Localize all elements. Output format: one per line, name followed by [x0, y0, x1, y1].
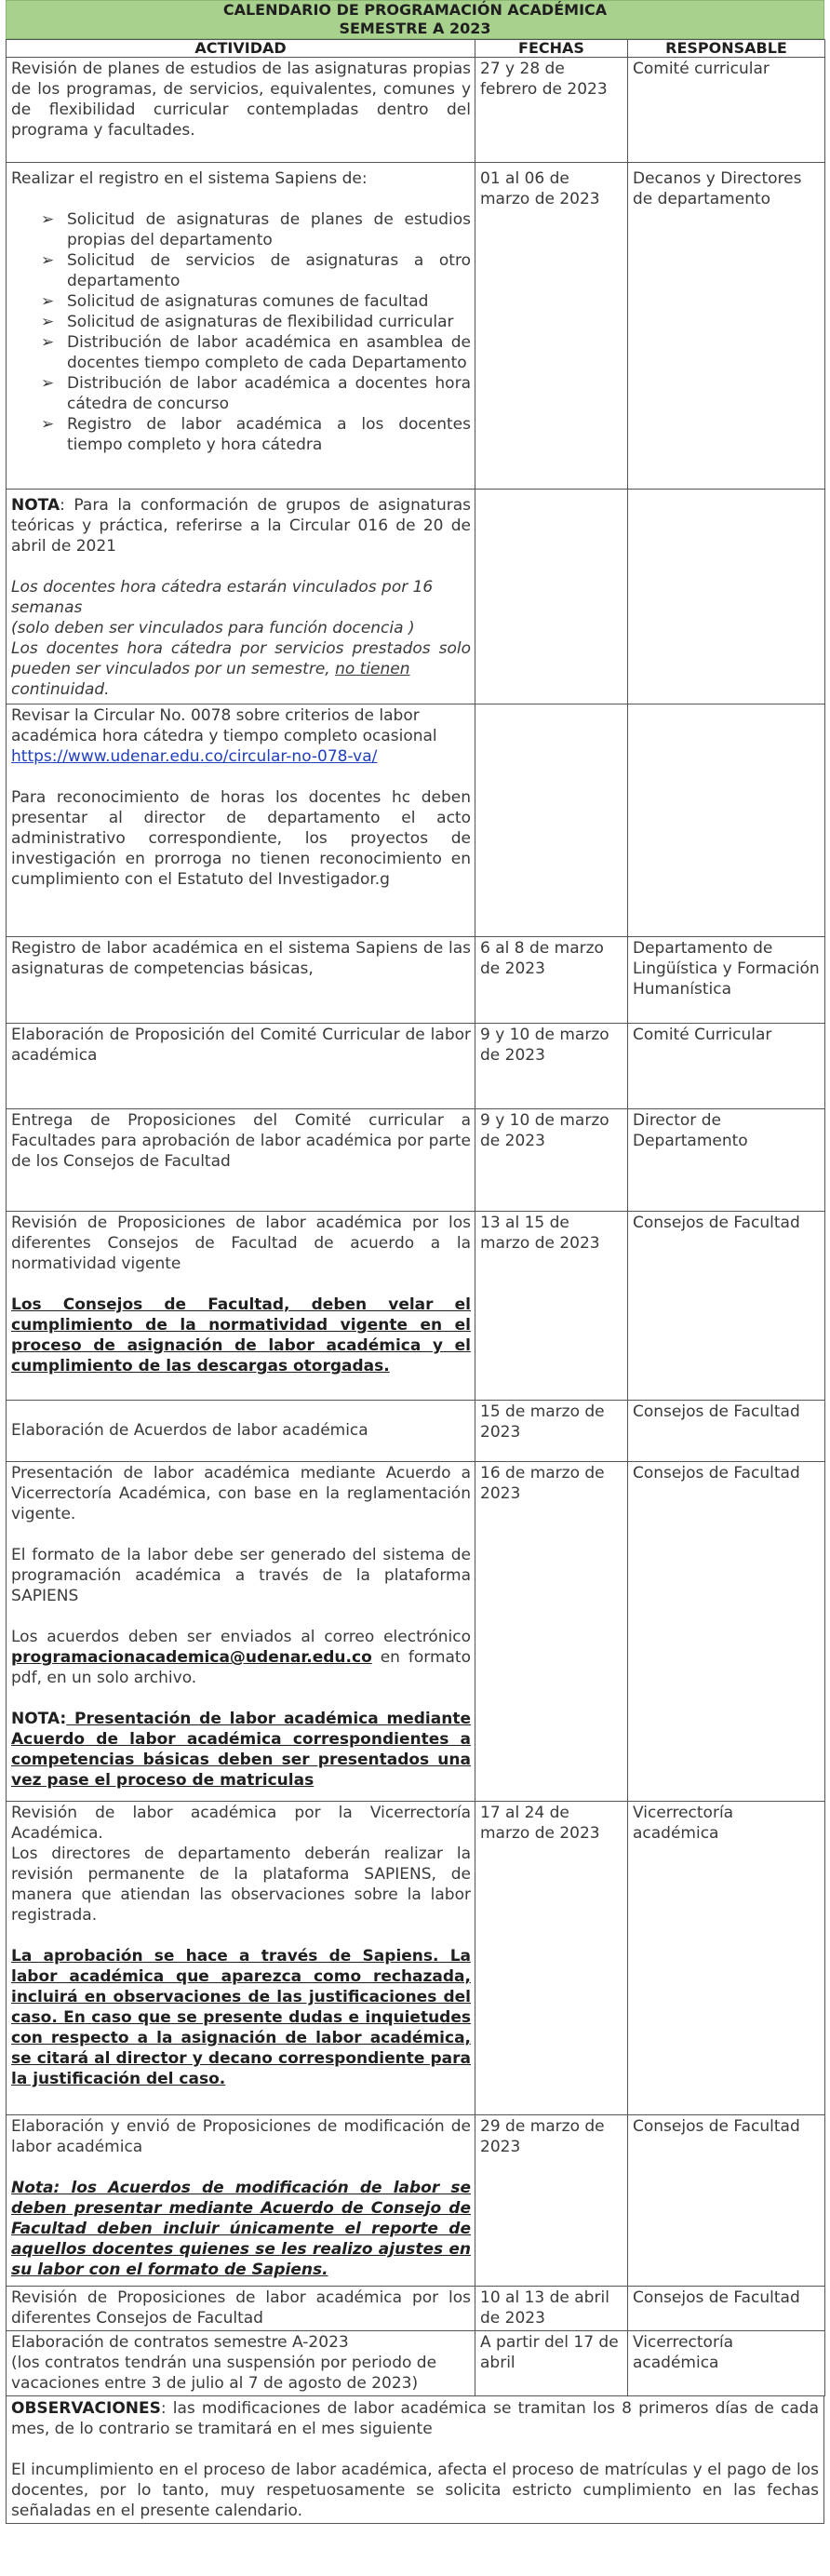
arrow-bullet-icon: ➢ — [41, 415, 55, 434]
arrow-bullet-icon: ➢ — [41, 313, 55, 331]
italic-note: (solo deben ser vinculados para función docencia ) — [11, 619, 415, 637]
faculty-council-note: Los Consejos de Facultad, deben velar el cumplimiento de la normatividad vigente en el proceso de asignación de labor académica y el cumplimiento de las descargas otorgadas. — [11, 1295, 471, 1375]
dates-cell — [475, 490, 628, 704]
table-row — [7, 1802, 825, 2115]
arrow-bullet-icon: ➢ — [41, 292, 55, 311]
hours-recognition-text: Para reconocimiento de horas los docentes hc deben presentar al director de departamento el acto administrativo correspondiente, los proyectos de investigación en prorroga no tienen reconocimiento en cumplimiento con el Estatuto del Investigador.g — [11, 788, 471, 889]
dates-cell: 15 de marzo de 2023 — [475, 1401, 628, 1462]
italic-note: continuidad. — [11, 680, 110, 699]
list-item: ➢ Distribución de labor académica a docentes hora cátedra de concurso — [41, 374, 471, 413]
table-row — [7, 163, 825, 490]
activity-list — [11, 209, 471, 455]
approval-note: La aprobación se hace a través de Sapiens. La labor académica que aparezca como rechazada, incluirá en observaciones de las justificaciones del caso. En caso que se presente dudas e inquietudes con respecto a la asignación de labor académica, se citará al director y decano correspondiente para la justificación del caso. — [11, 1947, 471, 2088]
responsible-cell: Consejos de Facultad — [628, 1462, 825, 1802]
activity-text: Presentación de labor académica mediante Acuerdo a Vicerrectoría Académica, con base en la reglamentación vigente. — [11, 1464, 471, 1523]
dates-cell: 10 al 13 de abril de 2023 — [475, 2287, 628, 2331]
dates-cell: 27 y 28 de febrero de 2023 — [475, 58, 628, 163]
responsible-cell: Consejos de Facultad — [628, 2287, 825, 2331]
activity-cell — [7, 1802, 475, 2115]
observations-label: OBSERVACIONES — [11, 2399, 161, 2418]
column-header-responsible: RESPONSABLE — [628, 40, 825, 58]
arrow-bullet-icon: ➢ — [41, 374, 55, 393]
column-header-dates: FECHAS — [475, 40, 628, 58]
dates-cell — [475, 704, 628, 937]
table-row — [7, 1024, 825, 1109]
dates-cell: 01 al 06 de marzo de 2023 — [475, 163, 628, 490]
activity-cell: Registro de labor académica en el sistema Sapiens de las asignaturas de competencias básicas, — [7, 937, 475, 1024]
responsible-cell: Consejos de Facultad — [628, 2115, 825, 2287]
activity-cell — [7, 490, 475, 704]
activity-cell — [7, 163, 475, 490]
activity-cell: Entrega de Proposiciones del Comité curricular a Facultades para aprobación de labor académica por parte de los Consejos de Facultad — [7, 1109, 475, 1212]
responsible-cell: Comité curricular — [628, 58, 825, 163]
dates-cell: 13 al 15 de marzo de 2023 — [475, 1212, 628, 1401]
note-label: NOTA: — [11, 1710, 67, 1728]
activity-cell: Revisión de planes de estudios de las asignaturas propias de los programas, de servicios, equivalentes, comunes y de flexibilidad curricular contempladas dentro del programa y facultades. — [7, 58, 475, 163]
table-row — [7, 490, 825, 704]
responsible-cell: Vicerrectoría académica — [628, 2331, 825, 2396]
activity-text: Revisión de labor académica por la Vicerrectoría Académica. — [11, 1804, 471, 1843]
table-row — [7, 2287, 825, 2331]
suspension-note: (los contratos tendrán una suspensión por periodo de vacaciones entre 3 de julio al 7 de agosto de 2023) — [11, 2354, 437, 2393]
table-row — [7, 58, 825, 163]
activity-cell — [7, 2115, 475, 2287]
list-item: ➢ Registro de labor académica a los docentes tiempo completo y hora cátedra — [41, 415, 471, 454]
modification-note: Nota: los Acuerdos de modificación de labor se deben presentar mediante Acuerdo de Consejo de Facultad deben incluir únicamente el reporte de aquellos docentes quienes se les realizo ajustes en su labor con el formato de Sapiens. — [11, 2179, 471, 2279]
responsible-cell: Consejos de Facultad — [628, 1401, 825, 1462]
observations-paragraph: OBSERVACIONES: las modificaciones de labor académica se tramitan los 8 primeros días de cada mes, de lo contrario se tramitará en el mes siguiente — [11, 2399, 819, 2438]
activity-cell — [7, 1212, 475, 1401]
circular-link[interactable]: https://www.udenar.edu.co/circular-no-078-va/ — [11, 747, 378, 766]
dates-cell: 9 y 10 de marzo de 2023 — [475, 1024, 628, 1109]
email-address: programacionacademica@udenar.edu.co — [11, 1648, 372, 1667]
format-text: El formato de la labor debe ser generado del sistema de programación académica a través de la plataforma SAPIENS — [11, 1546, 471, 1605]
italic-note: Los docentes hora cátedra por servicios prestados solo pueden ser vinculados por un semestre, no tienen — [11, 639, 471, 678]
activity-intro: Realizar el registro en el sistema Sapiens de: — [11, 169, 368, 188]
compliance-paragraph: El incumplimiento en el proceso de labor académica, afecta el proceso de matrículas y el pago de los docentes, por lo tanto, muy respetuosamente se solicita estricto cumplimiento en las fechas señaladas en el presente calendario. — [11, 2461, 819, 2520]
table-row — [7, 937, 825, 1024]
table-row — [7, 1462, 825, 1802]
activity-cell: Revisión de Proposiciones de labor académica por los diferentes Consejos de Facultad — [7, 2287, 475, 2331]
responsible-cell — [628, 490, 825, 704]
arrow-bullet-icon: ➢ — [41, 210, 55, 229]
table-row — [7, 704, 825, 937]
list-item: ➢ Solicitud de asignaturas de flexibilidad curricular — [41, 313, 454, 331]
note-paragraph: NOTA: Presentación de labor académica mediante Acuerdo de labor académica correspondientes a competencias básicas deben ser presentados una vez pase el proceso de matriculas — [11, 1710, 471, 1790]
dates-cell: 17 al 24 de marzo de 2023 — [475, 1802, 628, 2115]
activity-cell: Elaboración de Proposición del Comité Curricular de labor académica — [7, 1024, 475, 1109]
activity-cell — [7, 2331, 475, 2396]
dates-cell: 29 de marzo de 2023 — [475, 2115, 628, 2287]
list-item: ➢ Distribución de labor académica en asamblea de docentes tiempo completo de cada Departamento — [41, 333, 471, 372]
dates-cell: 16 de marzo de 2023 — [475, 1462, 628, 1802]
table-header-row — [7, 40, 825, 58]
table-row — [7, 1109, 825, 1212]
activity-cell — [7, 704, 475, 937]
calendar-table — [6, 39, 825, 2396]
note-paragraph: NOTA: Para la conformación de grupos de asignaturas teóricas y práctica, referirse a la Circular 016 de 20 de abril de 2021 — [11, 496, 471, 556]
activity-cell: Elaboración de Acuerdos de labor académica — [7, 1401, 475, 1462]
table-row — [7, 1401, 825, 1462]
list-item: ➢ Solicitud de asignaturas comunes de facultad — [41, 292, 429, 311]
activity-text: Elaboración de contratos semestre A-2023 — [11, 2333, 349, 2352]
dates-cell: A partir del 17 de abril — [475, 2331, 628, 2396]
table-row — [7, 2331, 825, 2396]
dates-cell: 9 y 10 de marzo de 2023 — [475, 1109, 628, 1212]
italic-note: Los docentes hora cátedra estarán vinculados por 16 semanas — [11, 578, 434, 617]
activity-text: Revisión de Proposiciones de labor académica por los diferentes Consejos de Facultad de acuerdo a la normatividad vigente — [11, 1214, 471, 1273]
document-header — [6, 0, 824, 39]
responsible-cell: Vicerrectoría académica — [628, 1802, 825, 2115]
column-header-activity: ACTIVIDAD — [7, 40, 475, 58]
activity-cell — [7, 1462, 475, 1802]
table-row — [7, 1212, 825, 1401]
list-item: ➢ Solicitud de servicios de asignaturas a otro departamento — [41, 251, 471, 290]
dates-cell: 6 al 8 de marzo de 2023 — [475, 937, 628, 1024]
circular-text: Revisar la Circular No. 0078 sobre criterios de labor académica hora cátedra y tiempo completo ocasional — [11, 706, 437, 745]
responsible-cell: Consejos de Facultad — [628, 1212, 825, 1401]
responsible-cell — [628, 704, 825, 937]
responsible-cell: Departamento de Lingüística y Formación Humanística — [628, 937, 825, 1024]
document-subtitle: SEMESTRE A 2023 — [339, 20, 491, 37]
table-row — [7, 2115, 825, 2287]
responsible-cell: Comité Curricular — [628, 1024, 825, 1109]
calendar-document — [6, 0, 824, 2524]
responsible-cell: Decanos y Directores de departamento — [628, 163, 825, 490]
arrow-bullet-icon: ➢ — [41, 251, 55, 270]
email-instructions: Los acuerdos deben ser enviados al correo electrónico programacionacademica@udenar.edu.co en formato pdf, en un solo archivo. — [11, 1628, 471, 1687]
note-label: NOTA — [11, 496, 60, 515]
list-item: ➢ Solicitud de asignaturas de planes de estudios propias del departamento — [41, 210, 471, 249]
document-title: CALENDARIO DE PROGRAMACIÓN ACADÉMICA — [222, 1, 608, 19]
responsible-cell: Director de Departamento — [628, 1109, 825, 1212]
observations-box — [6, 2396, 824, 2524]
activity-text: Elaboración y envió de Proposiciones de modificación de labor académica — [11, 2117, 471, 2156]
directors-text: Los directores de departamento deberán realizar la revisión permanente de la plataforma SAPIENS, de manera que atiendan las observaciones sobre la labor registrada. — [11, 1845, 471, 1925]
arrow-bullet-icon: ➢ — [41, 333, 55, 352]
